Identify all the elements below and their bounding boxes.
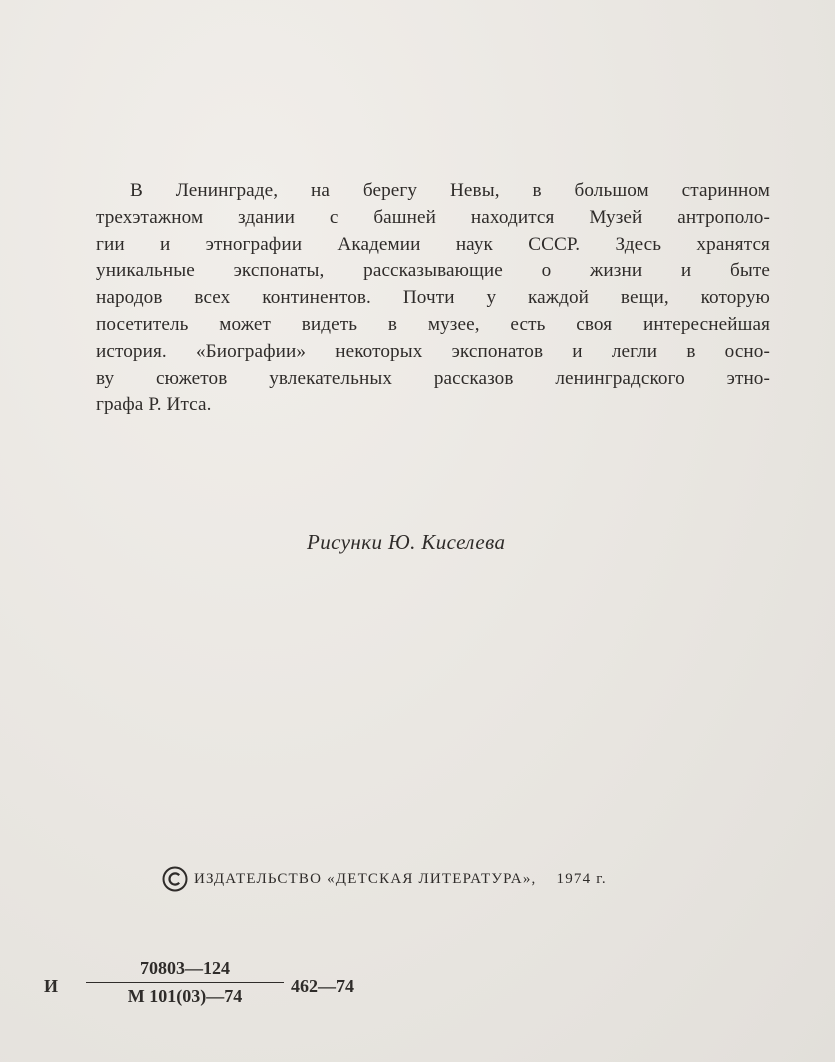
annotation-paragraph (96, 178, 770, 419)
copyright-line (162, 866, 607, 892)
catalog-numerator: 70803—124 (86, 958, 284, 983)
catalog-fraction (86, 958, 284, 1007)
annotation-line: посетитель может видеть в музее, есть своя интереснейшая (96, 313, 770, 335)
catalog-prefix: И (44, 976, 59, 996)
annotation-line: графа Р. Итса. (96, 394, 212, 416)
annotation-line: народов всех континентов. Почти у каждой вещи, которую (96, 287, 770, 309)
annotation-line: В Ленинграде, на берегу Невы, в большом старинном (130, 180, 770, 201)
annotation-line: ву сюжетов увлекательных рассказов ленинградского этно- (96, 367, 770, 389)
copyright-icon (162, 866, 188, 892)
publication-year: 1974 г. (556, 870, 607, 887)
annotation-line: история. «Биографии» некоторых экспонатов и легли в осно- (96, 340, 770, 362)
annotation-line: трехэтажном здании с башней находится Музей антрополо- (96, 206, 770, 228)
publisher-name: ИЗДАТЕЛЬСТВО «ДЕТСКАЯ ЛИТЕРАТУРА», (194, 870, 537, 887)
annotation-line: уникальные экспонаты, рассказывающие о жизни и быте (96, 260, 770, 282)
illustrator-credit: Рисунки Ю. Киселева (307, 530, 506, 554)
catalog-suffix: 462—74 (291, 976, 354, 996)
annotation-line: гии и этнографии Академии наук СССР. Здесь хранятся (96, 233, 770, 255)
catalog-denominator: М 101(03)—74 (127, 986, 243, 1006)
